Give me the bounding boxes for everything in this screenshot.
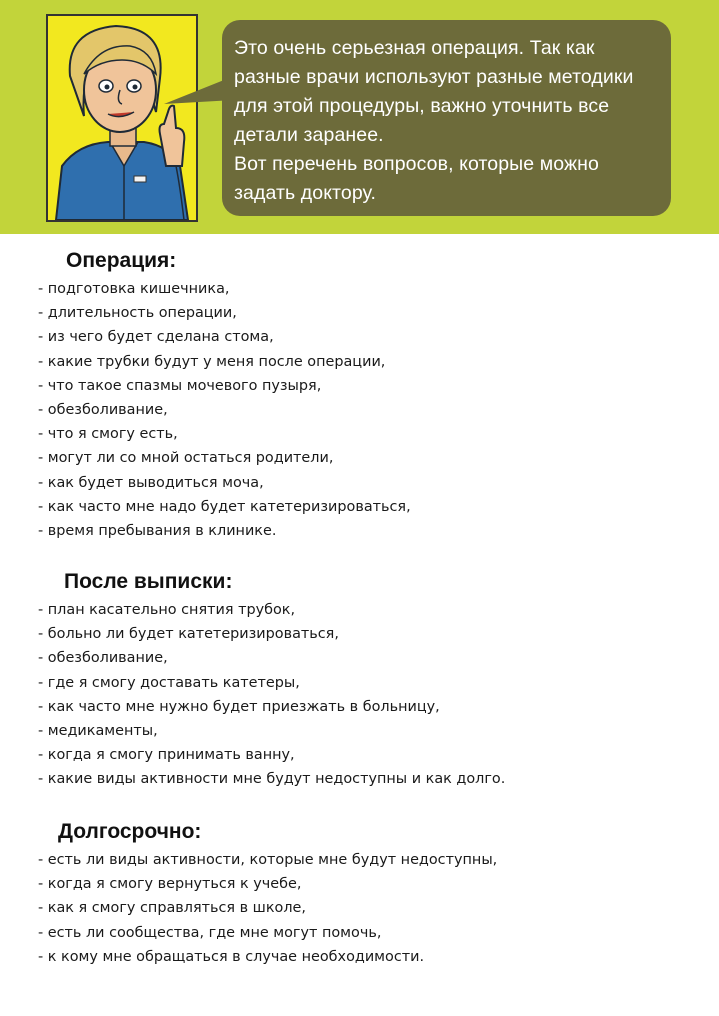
list-item: - к кому мне обращаться в случае необходимости. xyxy=(38,948,425,965)
list-item: - какие трубки будут у меня после операции, xyxy=(38,353,386,370)
list-item: - как я смогу справляться в школе, xyxy=(38,900,306,917)
list-item: - как будет выводиться моча, xyxy=(38,474,264,491)
speech-bubble xyxy=(222,20,671,216)
list-item: - больно ли будет катетеризироваться, xyxy=(38,626,339,643)
question-list xyxy=(0,848,719,969)
list-item: - медикаменты, xyxy=(38,723,158,740)
list-item: - когда я смогу вернуться к учебе, xyxy=(38,876,302,893)
list-item: - где я смогу доставать катетеры, xyxy=(38,674,300,691)
section-title: Долгосрочно: xyxy=(58,820,202,843)
section-title: После выписки: xyxy=(64,570,233,593)
list-item: - какие виды активности мне будут недоступны и как долго. xyxy=(38,771,506,788)
list-item: - есть ли сообщества, где мне могут помочь, xyxy=(38,924,382,941)
speech-bubble-text: Это очень серьезная операция. Так как разные врачи используют разные методики для этой процедуры, важно уточнить все детали заранее. Вот перечень вопросов, которые можно задать доктору. xyxy=(234,37,634,204)
question-list xyxy=(0,598,719,792)
list-item: - обезболивание, xyxy=(38,402,168,419)
list-item: - из чего будет сделана стома, xyxy=(38,329,274,346)
list-item: - длительность операции, xyxy=(38,305,237,322)
question-list xyxy=(0,277,719,543)
section-after-discharge xyxy=(0,570,719,792)
section-long-term xyxy=(0,820,719,969)
list-item: - план касательно снятия трубок, xyxy=(38,602,296,618)
list-item: - есть ли виды активности, которые мне будут недоступны, xyxy=(38,852,498,868)
list-item: - время пребывания в клинике. xyxy=(38,523,277,540)
nurse-illustration xyxy=(46,14,198,222)
header-banner xyxy=(0,0,719,234)
list-item: - подготовка кишечника, xyxy=(38,281,230,297)
list-item: - что я смогу есть, xyxy=(38,426,178,443)
section-title: Операция: xyxy=(66,249,177,272)
list-item: - могут ли со мной остаться родители, xyxy=(38,450,334,467)
list-item: - как часто мне надо будет катетеризироваться, xyxy=(38,498,411,515)
list-item: - как часто мне нужно будет приезжать в больницу, xyxy=(38,698,440,715)
list-item: - что такое спазмы мочевого пузыря, xyxy=(38,377,322,394)
list-item: - когда я смогу принимать ванну, xyxy=(38,747,295,764)
section-operation xyxy=(0,249,719,543)
list-item: - обезболивание, xyxy=(38,650,168,667)
nurse-figure-icon xyxy=(48,16,196,220)
